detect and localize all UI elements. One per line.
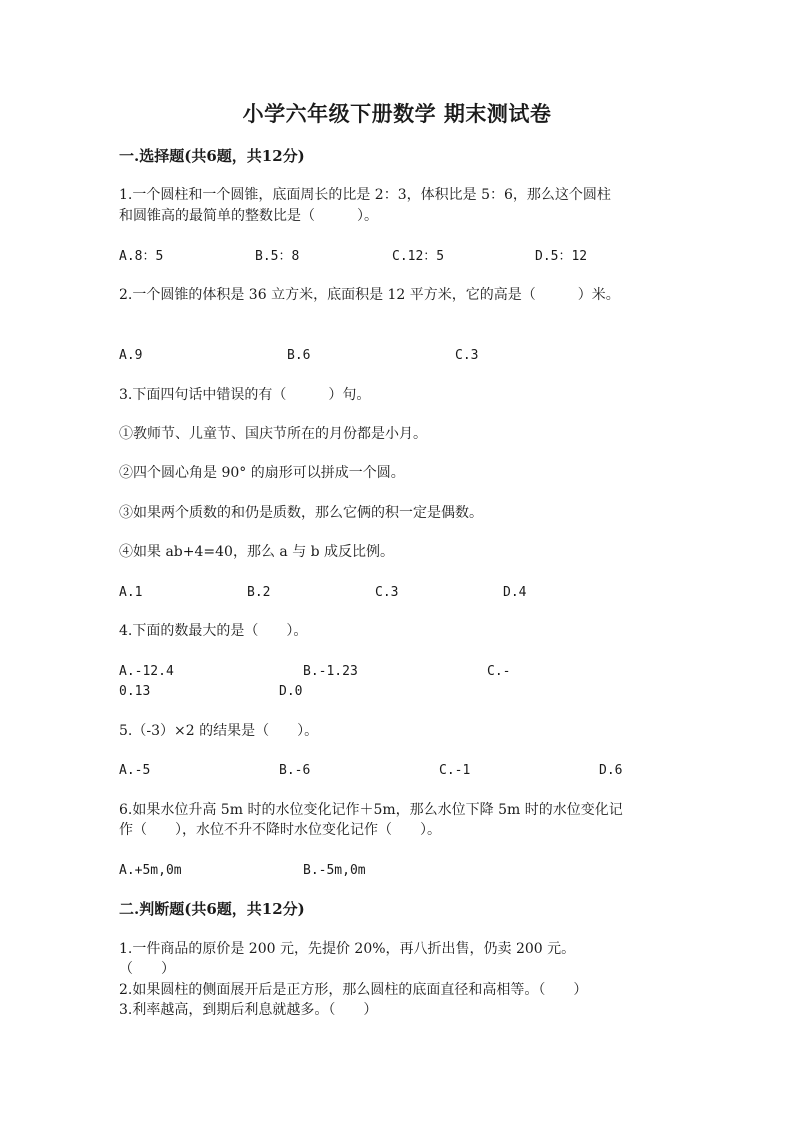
option-b: B.-1.23 <box>303 664 358 679</box>
question-text: 2.一个圆锥的体积是 36 立方米，底面积是 12 平方米，它的高是（ ）米。 <box>119 287 620 303</box>
judgement-3: 3.利率越高，到期后利息就越多。（ ） <box>119 1002 378 1018</box>
question-text: 4.下面的数最大的是（ ）。 <box>119 623 308 639</box>
option-d: D.5：12 <box>535 249 588 264</box>
question-text: 1.一件商品的原价是 200 元，先提价 20%，再八折出售，仍卖 200 元。 <box>119 941 576 957</box>
question-text: 作（ ），水位不升不降时水位变化记作（ ）。 <box>119 822 441 838</box>
answer-bracket: （ ） <box>119 961 175 977</box>
option-c: C.3 <box>455 348 479 363</box>
option-b: B.-5m,0m <box>303 863 366 878</box>
option-b: B.5：8 <box>255 249 300 264</box>
page-title: 小学六年级下册数学 期末测试卷 <box>242 101 552 126</box>
option-b: B.2 <box>247 585 271 600</box>
option-a: A.1 <box>119 585 143 600</box>
option-c: C.- <box>487 664 511 679</box>
option-d: D.6 <box>599 763 623 778</box>
option-a: A.+5m,0m <box>119 863 182 878</box>
option-c: C.-1 <box>439 763 471 778</box>
option-c: C.12：5 <box>392 249 445 264</box>
option-c-continued: 0.13 <box>119 684 151 699</box>
option-b: B.6 <box>287 348 311 363</box>
question-text: 和圆锥高的最简单的整数比是（ ）。 <box>119 208 378 224</box>
option-d: D.4 <box>503 585 527 600</box>
question-text: 5.（-3）×2 的结果是（ ）。 <box>119 723 319 739</box>
statement-2: ②四个圆心角是 90° 的扇形可以拼成一个圆。 <box>119 465 405 481</box>
statement-1: ①教师节、儿童节、国庆节所在的月份都是小月。 <box>119 426 427 442</box>
section-heading-judgement: 二.判断题(共6题，共12分) <box>119 900 305 918</box>
question-text: 1.一个圆柱和一个圆锥，底面周长的比是 2：3，体积比是 5：6，那么这个圆柱 <box>119 187 611 203</box>
option-c: C.3 <box>375 585 399 600</box>
question-text: 3.下面四句话中错误的有（ ）句。 <box>119 387 371 403</box>
option-b: B.-6 <box>279 763 311 778</box>
option-d: D.0 <box>279 684 303 699</box>
section-heading-choice: 一.选择题(共6题，共12分) <box>119 147 305 165</box>
statement-4: ④如果 ab+4=40，那么 a 与 b 成反比例。 <box>119 544 395 560</box>
option-a: A.8：5 <box>119 249 164 264</box>
option-a: A.-5 <box>119 763 151 778</box>
judgement-2: 2.如果圆柱的侧面展开后是正方形，那么圆柱的底面直径和高相等。（ ） <box>119 982 588 998</box>
statement-3: ③如果两个质数的和仍是质数，那么它俩的积一定是偶数。 <box>119 505 483 521</box>
option-a: A.9 <box>119 348 143 363</box>
option-a: A.-12.4 <box>119 664 174 679</box>
question-text: 6.如果水位升高 5m 时的水位变化记作＋5m，那么水位下降 5m 时的水位变化记 <box>119 802 623 818</box>
